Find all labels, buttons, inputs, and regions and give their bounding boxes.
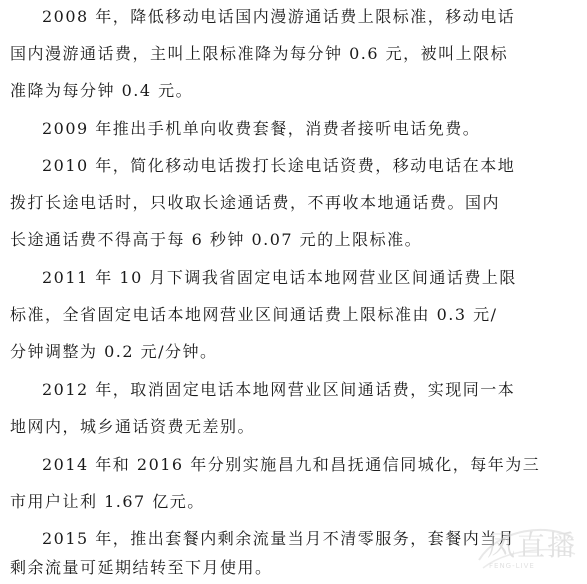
paragraph-2010-line-2: 拨打长途电话时，只收取长途通话费，不再收本地通话费。国内 <box>10 193 501 212</box>
paragraph-2009-line-1: 2009 年推出手机单向收费套餐，消费者接听电话免费。 <box>42 119 481 138</box>
paragraph-2014-line-2: 市用户让利 1.67 亿元。 <box>10 492 205 511</box>
paragraph-2010-line-3: 长途通话费不得高于每 6 秒钟 0.07 元的上限标准。 <box>10 230 423 249</box>
paragraph-2014-line-1: 2014 年和 2016 年分别实施昌九和昌抚通信同城化，每年为三 <box>42 455 541 474</box>
watermark-text: 凤直播 <box>487 529 578 562</box>
paragraph-2012-line-2: 地网内，城乡通话资费无差别。 <box>10 417 256 436</box>
paragraph-2015-line-2: 剩余流量可延期结转至下月使用。 <box>10 558 273 577</box>
paragraph-2011-line-3: 分钟调整为 0.2 元/分钟。 <box>10 342 218 361</box>
paragraph-2012-line-1: 2012 年，取消固定电话本地网营业区间通话费，实现同一本 <box>42 380 516 399</box>
paragraph-2008-line-3: 准降为每分钟 0.4 元。 <box>10 81 194 100</box>
watermark-subtext: FENG-LIVE <box>489 562 535 570</box>
paragraph-2015-line-1: 2015 年，推出套餐内剩余流量当月不清零服务，套餐内当月 <box>42 529 516 548</box>
watermark-logo <box>469 518 579 578</box>
paragraph-2011-line-2: 标准，全省固定电话本地网营业区间通话费上限标准由 0.3 元/ <box>10 305 498 324</box>
paragraph-2008-line-1: 2008 年，降低移动电话国内漫游通话费上限标准，移动电话 <box>42 7 516 26</box>
paragraph-2011-line-1: 2011 年 10 月下调我省固定电话本地网营业区间通话费上限 <box>42 268 517 287</box>
paragraph-2008-line-2: 国内漫游通话费，主叫上限标准降为每分钟 0.6 元，被叫上限标 <box>10 44 509 63</box>
paragraph-2010-line-1: 2010 年，简化移动电话拨打长途电话资费，移动电话在本地 <box>42 156 516 175</box>
